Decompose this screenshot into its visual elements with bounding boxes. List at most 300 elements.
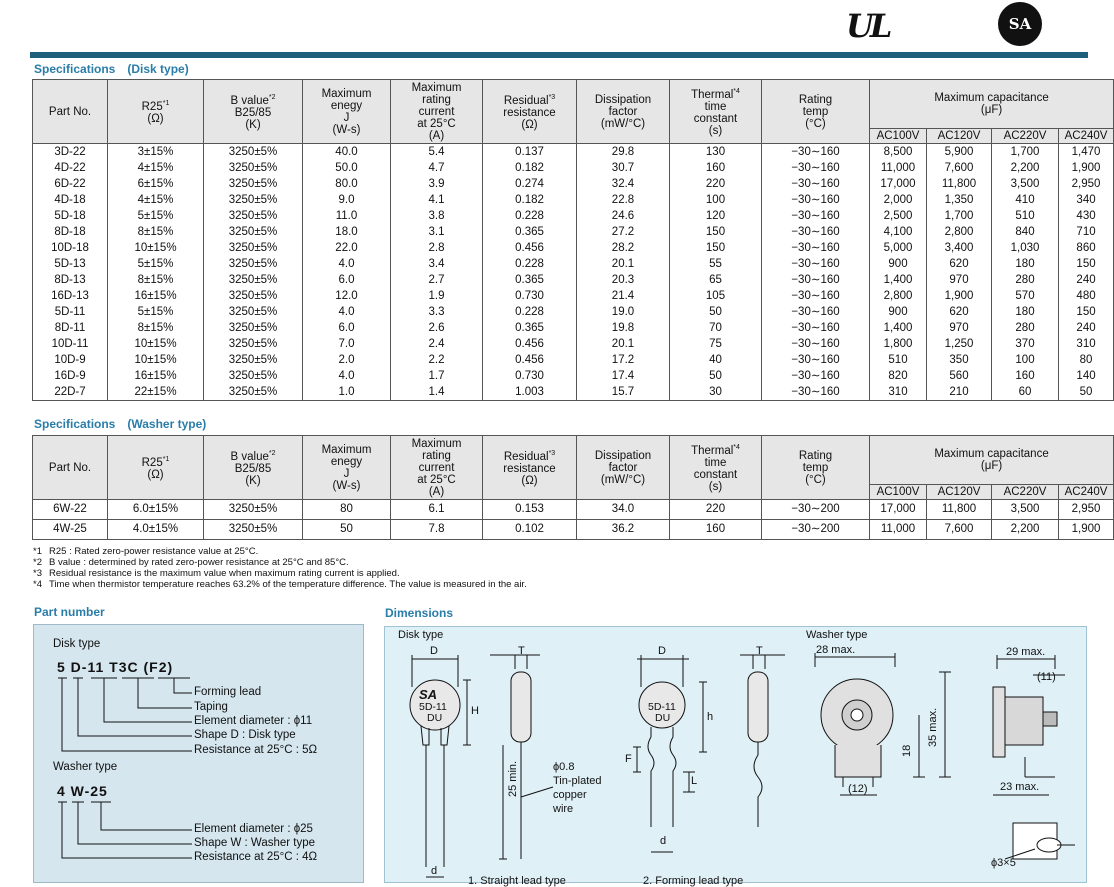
table-cell: 6.0±15% xyxy=(108,500,204,520)
table-cell: 0.456 xyxy=(483,336,577,352)
table-cell: 50 xyxy=(303,520,391,540)
table-cell: 0.456 xyxy=(483,240,577,256)
table-cell: 2,500 xyxy=(870,208,927,224)
footnote: *3 Residual resistance is the maximum value when maximum rating current is applied. xyxy=(33,568,400,579)
footnote: *2 B value : determined by rated zero-power resistance at 25°C and 85°C. xyxy=(33,557,349,568)
table-cell: 140 xyxy=(1059,368,1114,384)
table-cell: 180 xyxy=(992,304,1059,320)
table-cell: 1,900 xyxy=(927,288,992,304)
table-cell: 10±15% xyxy=(108,352,204,368)
table-row xyxy=(33,320,1114,336)
table-cell: 100 xyxy=(670,192,762,208)
table-cell: 8D-13 xyxy=(33,272,108,288)
table-cell: 22D-7 xyxy=(33,384,108,401)
table-cell: 1.4 xyxy=(391,384,483,401)
table-cell: 5D-11 xyxy=(33,304,108,320)
table-cell: 3250±5% xyxy=(204,320,303,336)
table-cell: 17.4 xyxy=(577,368,670,384)
table-cell: 9.0 xyxy=(303,192,391,208)
disk-type-label: Disk type xyxy=(53,638,101,650)
table-cell: 3.9 xyxy=(391,176,483,192)
table-row xyxy=(33,208,1114,224)
washer-code-item: Element diameter : ϕ25 xyxy=(194,823,313,835)
table-cell: 3250±5% xyxy=(204,224,303,240)
table-cell: 150 xyxy=(1059,304,1114,320)
table-cell: 340 xyxy=(1059,192,1114,208)
table-cell: 820 xyxy=(870,368,927,384)
table-cell: 4D-18 xyxy=(33,192,108,208)
table-cell: 3250±5% xyxy=(204,256,303,272)
table-cell: 22.0 xyxy=(303,240,391,256)
table-cell: 160 xyxy=(670,160,762,176)
table-cell: 0.365 xyxy=(483,320,577,336)
table-cell: 150 xyxy=(1059,256,1114,272)
table-cell: 3250±5% xyxy=(204,352,303,368)
disk-marking: 5D-11 xyxy=(419,701,447,713)
footnote: *4 Time when thermistor temperature reaches 63.2% of the temperature difference. The value is measured in the air. xyxy=(33,579,527,590)
table-cell: 370 xyxy=(992,336,1059,352)
col-r25: R25$^{*1}$ (Ω) xyxy=(108,436,204,500)
table-row xyxy=(33,336,1114,352)
table-cell: 0.153 xyxy=(483,500,577,520)
col-max-energy: Maximum enegy J (W-s) xyxy=(303,436,391,500)
table-cell: 27.2 xyxy=(577,224,670,240)
table-cell: 7,600 xyxy=(927,160,992,176)
washer-spec-table xyxy=(32,435,1114,540)
dim-d-lead-label: d xyxy=(660,835,667,847)
dim-h-small-label: h xyxy=(707,711,714,723)
table-cell: 22±15% xyxy=(108,384,204,401)
caption-forming-lead: 2. Forming lead type xyxy=(643,875,744,887)
table-cell: 3D-22 xyxy=(33,144,108,161)
table-cell: 570 xyxy=(992,288,1059,304)
table-cell: 2,950 xyxy=(1059,500,1114,520)
wire-spec: wire xyxy=(553,803,574,815)
table-cell: 10D-11 xyxy=(33,336,108,352)
col-ac220v: AC220V xyxy=(992,485,1059,500)
table-cell: 3250±5% xyxy=(204,240,303,256)
table-cell: 1.7 xyxy=(391,368,483,384)
table-cell: 6.0 xyxy=(303,320,391,336)
table-cell: 60 xyxy=(992,384,1059,401)
table-cell: −30∼160 xyxy=(762,224,870,240)
table-cell: 80 xyxy=(303,500,391,520)
table-row xyxy=(33,240,1114,256)
table-cell: 410 xyxy=(992,192,1059,208)
table-cell: 1,900 xyxy=(1059,520,1114,540)
table-cell: 2.2 xyxy=(391,352,483,368)
table-cell: 160 xyxy=(992,368,1059,384)
table-cell: 75 xyxy=(670,336,762,352)
table-cell: 4.7 xyxy=(391,160,483,176)
table-row xyxy=(33,272,1114,288)
table-cell: 6.1 xyxy=(391,500,483,520)
col-ac220v: AC220V xyxy=(992,129,1059,144)
table-cell: 150 xyxy=(670,240,762,256)
table-cell: 2,000 xyxy=(870,192,927,208)
table-cell: 0.182 xyxy=(483,160,577,176)
col-thermal: Thermal$^{*4}$ time constant (s) xyxy=(670,436,762,500)
dimensions-title: Dimensions xyxy=(385,606,454,620)
col-b-value: B value$^{*2}$ B25/85 (K) xyxy=(204,80,303,144)
table-cell: 30.7 xyxy=(577,160,670,176)
table-cell: 1,350 xyxy=(927,192,992,208)
table-cell: 16D-9 xyxy=(33,368,108,384)
table-cell: 24.6 xyxy=(577,208,670,224)
table-cell: 2.0 xyxy=(303,352,391,368)
table-cell: 11,000 xyxy=(870,160,927,176)
table-cell: 2,950 xyxy=(1059,176,1114,192)
table-cell: 620 xyxy=(927,256,992,272)
table-cell: 3,400 xyxy=(927,240,992,256)
washer-type-label: Washer type xyxy=(53,761,118,773)
table-cell: 1,900 xyxy=(1059,160,1114,176)
table-cell: 2.4 xyxy=(391,336,483,352)
table-cell: 11,800 xyxy=(927,500,992,520)
table-cell: 3,500 xyxy=(992,500,1059,520)
table-cell: 4.0 xyxy=(303,304,391,320)
disk-spec-table xyxy=(32,79,1114,401)
table-cell: 36.2 xyxy=(577,520,670,540)
table-cell: 130 xyxy=(670,144,762,161)
washer-part-code: 4 W-25 xyxy=(57,783,108,799)
table-cell: 6D-22 xyxy=(33,176,108,192)
table-cell: 4.1 xyxy=(391,192,483,208)
dim-d-label: D xyxy=(658,645,666,657)
table-cell: 0.228 xyxy=(483,304,577,320)
table-cell: −30∼160 xyxy=(762,336,870,352)
table-row xyxy=(33,384,1114,401)
dim-28max: 28 max. xyxy=(816,644,856,656)
table-row xyxy=(33,160,1114,176)
table-cell: −30∼200 xyxy=(762,520,870,540)
table-cell: 3.1 xyxy=(391,224,483,240)
table-cell: 4±15% xyxy=(108,192,204,208)
table-cell: 11,000 xyxy=(870,520,927,540)
table-cell: 5±15% xyxy=(108,208,204,224)
table-cell: 120 xyxy=(670,208,762,224)
col-dissipation: Dissipation factor (mW/°C) xyxy=(577,80,670,144)
table-cell: 3±15% xyxy=(108,144,204,161)
table-cell: 0.456 xyxy=(483,352,577,368)
table-cell: 2,200 xyxy=(992,160,1059,176)
col-r25: R25$^{*1}$ (Ω) xyxy=(108,80,204,144)
table-cell: 8±15% xyxy=(108,224,204,240)
table-cell: 5,900 xyxy=(927,144,992,161)
disk-marking: 5D-11 xyxy=(648,701,676,713)
col-residual: Residual$^{*3}$ resistance (Ω) xyxy=(483,80,577,144)
table-cell: 8D-18 xyxy=(33,224,108,240)
table-cell: 480 xyxy=(1059,288,1114,304)
table-cell: 970 xyxy=(927,272,992,288)
table-cell: 1.9 xyxy=(391,288,483,304)
caption-straight-lead: 1. Straight lead type xyxy=(468,875,566,887)
table-cell: 900 xyxy=(870,256,927,272)
table-cell: 5,000 xyxy=(870,240,927,256)
table-cell: −30∼160 xyxy=(762,208,870,224)
part-number-panel xyxy=(33,624,364,883)
table-cell: 20.1 xyxy=(577,256,670,272)
dim-11: (11) xyxy=(1037,671,1056,683)
table-cell: 11.0 xyxy=(303,208,391,224)
table-cell: 5D-13 xyxy=(33,256,108,272)
table-cell: 10±15% xyxy=(108,240,204,256)
dim-h-label: H xyxy=(471,705,479,717)
footnotes xyxy=(33,546,527,590)
table-cell: 510 xyxy=(870,352,927,368)
table-cell: 510 xyxy=(992,208,1059,224)
table-cell: 0.730 xyxy=(483,368,577,384)
mark-logo: SA xyxy=(419,687,438,702)
table-cell: 10D-9 xyxy=(33,352,108,368)
table-cell: −30∼160 xyxy=(762,368,870,384)
table-cell: 8,500 xyxy=(870,144,927,161)
table-cell: 0.730 xyxy=(483,288,577,304)
disk-code-item: Element diameter : ϕ11 xyxy=(194,715,313,727)
table-cell: 29.8 xyxy=(577,144,670,161)
table-cell: 0.228 xyxy=(483,256,577,272)
csa-logo: SA xyxy=(998,2,1042,46)
dim-hole: ϕ3×5 xyxy=(991,857,1016,869)
table-cell: 280 xyxy=(992,320,1059,336)
washer-spec-rows xyxy=(33,500,1114,540)
dim-d-label: D xyxy=(430,645,438,657)
col-part-no: Part No. xyxy=(33,80,108,144)
table-cell: 3250±5% xyxy=(204,144,303,161)
table-cell: 5.4 xyxy=(391,144,483,161)
table-cell: 2.8 xyxy=(391,240,483,256)
disk-code-item: Forming lead xyxy=(194,686,262,698)
table-cell: 21.4 xyxy=(577,288,670,304)
table-cell: 80.0 xyxy=(303,176,391,192)
table-cell: 2,800 xyxy=(870,288,927,304)
table-cell: 7.8 xyxy=(391,520,483,540)
table-cell: 3.8 xyxy=(391,208,483,224)
disk-marking: DU xyxy=(427,712,443,724)
table-cell: 5D-18 xyxy=(33,208,108,224)
table-row xyxy=(33,288,1114,304)
table-cell: 10D-18 xyxy=(33,240,108,256)
table-cell: 80 xyxy=(1059,352,1114,368)
header-logos xyxy=(0,0,1099,52)
table-row xyxy=(33,520,1114,540)
col-dissipation: Dissipation factor (mW/°C) xyxy=(577,436,670,500)
table-cell: 5±15% xyxy=(108,304,204,320)
table-row xyxy=(33,352,1114,368)
table-cell: 4W-25 xyxy=(33,520,108,540)
table-cell: 1,400 xyxy=(870,320,927,336)
table-cell: 20.1 xyxy=(577,336,670,352)
dim-18: 18 xyxy=(901,744,913,757)
col-b-value: B value$^{*2}$ B25/85 (K) xyxy=(204,436,303,500)
disk-spec-rows xyxy=(33,144,1114,401)
table-cell: −30∼160 xyxy=(762,272,870,288)
table-cell: 310 xyxy=(870,384,927,401)
col-max-current: Maximum rating current at 25°C (A) xyxy=(391,80,483,144)
dim-23max: 23 max. xyxy=(1000,781,1040,793)
table-cell: 0.228 xyxy=(483,208,577,224)
table-cell: −30∼160 xyxy=(762,384,870,401)
table-cell: 11,800 xyxy=(927,176,992,192)
table-cell: 7,600 xyxy=(927,520,992,540)
table-row xyxy=(33,256,1114,272)
table-cell: 150 xyxy=(670,224,762,240)
col-thermal: Thermal$^{*4}$ time constant (s) xyxy=(670,80,762,144)
table-cell: 3250±5% xyxy=(204,336,303,352)
table-cell: 19.8 xyxy=(577,320,670,336)
table-cell: 1.0 xyxy=(303,384,391,401)
table-cell: 12.0 xyxy=(303,288,391,304)
table-cell: 0.182 xyxy=(483,192,577,208)
table-cell: −30∼160 xyxy=(762,192,870,208)
col-part-no: Part No. xyxy=(33,436,108,500)
table-cell: 3250±5% xyxy=(204,192,303,208)
table-cell: 6.0 xyxy=(303,272,391,288)
table-cell: −30∼160 xyxy=(762,160,870,176)
dim-35max: 35 max. xyxy=(927,707,939,747)
wire-spec: ϕ0.8 xyxy=(553,761,575,773)
col-rating-temp: Rating temp (°C) xyxy=(762,80,870,144)
col-ac120v: AC120V xyxy=(927,485,992,500)
table-cell: 16±15% xyxy=(108,368,204,384)
table-cell: −30∼200 xyxy=(762,500,870,520)
table-cell: 4.0 xyxy=(303,256,391,272)
table-cell: 2,200 xyxy=(992,520,1059,540)
table-cell: 50.0 xyxy=(303,160,391,176)
table-cell: 1,700 xyxy=(927,208,992,224)
table-cell: 19.0 xyxy=(577,304,670,320)
table-cell: 2.7 xyxy=(391,272,483,288)
table-cell: 1,250 xyxy=(927,336,992,352)
disk-spec-title: Specifications (Disk type) xyxy=(34,62,189,76)
table-cell: 8D-11 xyxy=(33,320,108,336)
table-cell: 22.8 xyxy=(577,192,670,208)
table-cell: 1,800 xyxy=(870,336,927,352)
col-max-energy: Maximum enegy J (W-s) xyxy=(303,80,391,144)
table-cell: −30∼160 xyxy=(762,352,870,368)
table-cell: 65 xyxy=(670,272,762,288)
table-cell: 160 xyxy=(670,520,762,540)
dim-12: (12) xyxy=(848,783,868,795)
col-ac240v: AC240V xyxy=(1059,485,1114,500)
table-cell: 50 xyxy=(1059,384,1114,401)
table-cell: 3250±5% xyxy=(204,272,303,288)
disk-part-code: 5 D-11 T3C (F2) xyxy=(57,659,174,675)
header-rule xyxy=(30,52,1088,58)
table-cell: 0.102 xyxy=(483,520,577,540)
table-cell: 350 xyxy=(927,352,992,368)
table-cell: 3250±5% xyxy=(204,384,303,401)
table-cell: 34.0 xyxy=(577,500,670,520)
col-ac100v: AC100V xyxy=(870,485,927,500)
table-cell: 105 xyxy=(670,288,762,304)
dim-t-label: T xyxy=(756,645,763,657)
table-cell: 430 xyxy=(1059,208,1114,224)
table-row xyxy=(33,304,1114,320)
part-number-title: Part number xyxy=(34,605,105,619)
wire-spec: copper xyxy=(553,789,587,801)
washer-code-item: Resistance at 25°C : 4Ω xyxy=(194,851,318,863)
table-cell: 0.365 xyxy=(483,224,577,240)
ul-logo: UL xyxy=(846,7,889,45)
col-max-capacitance: Maximum capacitance (μF) xyxy=(870,80,1114,129)
table-cell: 3,500 xyxy=(992,176,1059,192)
table-cell: 2.6 xyxy=(391,320,483,336)
table-cell: 7.0 xyxy=(303,336,391,352)
table-cell: 50 xyxy=(670,304,762,320)
table-cell: −30∼160 xyxy=(762,288,870,304)
table-cell: 710 xyxy=(1059,224,1114,240)
table-cell: −30∼160 xyxy=(762,304,870,320)
table-cell: 40.0 xyxy=(303,144,391,161)
table-cell: 6W-22 xyxy=(33,500,108,520)
table-cell: 17,000 xyxy=(870,176,927,192)
table-cell: 220 xyxy=(670,176,762,192)
table-cell: 6±15% xyxy=(108,176,204,192)
table-row xyxy=(33,500,1114,520)
table-cell: 4.0±15% xyxy=(108,520,204,540)
footnote: *1 R25 : Rated zero-power resistance value at 25°C. xyxy=(33,546,259,557)
table-cell: 240 xyxy=(1059,320,1114,336)
wire-spec: Tin-plated xyxy=(553,775,602,787)
table-cell: 3.3 xyxy=(391,304,483,320)
disk-marking: DU xyxy=(655,712,671,724)
dim-disk-label: Disk type xyxy=(398,629,444,641)
table-cell: 3250±5% xyxy=(204,520,303,540)
dim-f-label: F xyxy=(625,753,632,765)
dim-25min-label: 25 min. xyxy=(507,760,519,797)
table-row xyxy=(33,176,1114,192)
dim-t-label: T xyxy=(518,645,525,657)
table-cell: 1,700 xyxy=(992,144,1059,161)
table-cell: 3250±5% xyxy=(204,304,303,320)
table-cell: 0.365 xyxy=(483,272,577,288)
table-cell: 210 xyxy=(927,384,992,401)
table-cell: 970 xyxy=(927,320,992,336)
table-cell: 310 xyxy=(1059,336,1114,352)
table-cell: 3250±5% xyxy=(204,288,303,304)
table-cell: 17.2 xyxy=(577,352,670,368)
col-rating-temp: Rating temp (°C) xyxy=(762,436,870,500)
dimension-drawings xyxy=(385,627,1088,884)
table-cell: 3250±5% xyxy=(204,160,303,176)
table-cell: 16±15% xyxy=(108,288,204,304)
table-cell: 1,030 xyxy=(992,240,1059,256)
dim-29max: 29 max. xyxy=(1006,646,1046,658)
table-cell: 8±15% xyxy=(108,320,204,336)
table-cell: 55 xyxy=(670,256,762,272)
table-cell: 3250±5% xyxy=(204,176,303,192)
table-cell: 28.2 xyxy=(577,240,670,256)
dim-d-lead-label: d xyxy=(431,865,438,877)
table-cell: −30∼160 xyxy=(762,256,870,272)
table-cell: 5±15% xyxy=(108,256,204,272)
table-cell: 4,100 xyxy=(870,224,927,240)
table-cell: −30∼160 xyxy=(762,240,870,256)
table-cell: 17,000 xyxy=(870,500,927,520)
table-cell: 4.0 xyxy=(303,368,391,384)
table-cell: 2,800 xyxy=(927,224,992,240)
dimensions-panel xyxy=(384,626,1087,887)
table-cell: 840 xyxy=(992,224,1059,240)
col-ac100v: AC100V xyxy=(870,129,927,144)
table-cell: 620 xyxy=(927,304,992,320)
col-ac120v: AC120V xyxy=(927,129,992,144)
table-cell: 180 xyxy=(992,256,1059,272)
table-cell: 20.3 xyxy=(577,272,670,288)
table-cell: 16D-13 xyxy=(33,288,108,304)
table-cell: 3250±5% xyxy=(204,208,303,224)
